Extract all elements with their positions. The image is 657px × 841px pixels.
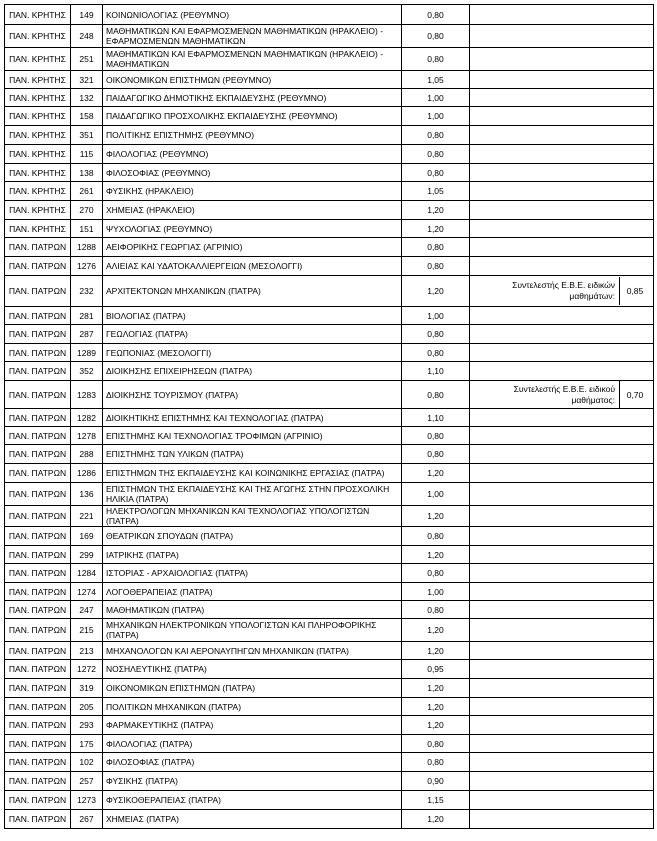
department-code-cell: 215 (71, 619, 103, 642)
department-code-cell: 1274 (71, 583, 103, 601)
coefficient-cell: 1,20 (402, 810, 470, 829)
special-coefficient-cell (470, 238, 654, 257)
university-cell: ΠΑΝ. ΠΑΤΡΩΝ (5, 527, 71, 546)
department-name-cell: ΜΗΧΑΝΟΛΟΓΩΝ ΚΑΙ ΑΕΡΟΝΑΥΠΗΓΩΝ ΜΗΧΑΝΙΚΩΝ (ΠΑΤΡΑ) (103, 642, 402, 660)
coefficient-cell: 1,00 (402, 483, 470, 506)
department-code-cell: 175 (71, 735, 103, 753)
university-cell: ΠΑΝ. ΠΑΤΡΩΝ (5, 506, 71, 527)
department-name-cell: ΜΑΘΗΜΑΤΙΚΩΝ ΚΑΙ ΕΦΑΡΜΟΣΜΕΝΩΝ ΜΑΘΗΜΑΤΙΚΩΝ (ΗΡΑΚΛΕΙΟ) - ΜΑΘΗΜΑΤΙΚΩΝ (103, 48, 402, 71)
department-code-cell: 1278 (71, 427, 103, 445)
special-coefficient-label: Συντελεστής Ε.Β.Ε. ειδικού μαθήματος: (473, 381, 620, 409)
department-code-cell: 281 (71, 307, 103, 325)
table-row (5, 71, 654, 89)
department-name-cell: ΛΟΓΟΘΕΡΑΠΕΙΑΣ (ΠΑΤΡΑ) (103, 583, 402, 601)
table-row (5, 201, 654, 220)
special-coefficient-cell (470, 409, 654, 427)
department-name-cell: ΓΕΩΛΟΓΙΑΣ (ΠΑΤΡΑ) (103, 325, 402, 344)
coefficient-cell: 0,80 (402, 344, 470, 362)
special-coefficient-cell (470, 716, 654, 735)
department-name-cell: ΕΠΙΣΤΗΜΩΝ ΤΗΣ ΕΚΠΑΙΔΕΥΣΗΣ ΚΑΙ ΚΟΙΝΩΝΙΚΗΣ ΕΡΓΑΣΙΑΣ (ΠΑΤΡΑ) (103, 464, 402, 483)
coefficient-cell: 1,20 (402, 464, 470, 483)
table-row (5, 276, 654, 307)
coefficient-cell: 1,20 (402, 201, 470, 220)
university-cell: ΠΑΝ. ΚΡΗΤΗΣ (5, 25, 71, 48)
coefficients-table (4, 4, 654, 829)
special-coefficient-cell (470, 48, 654, 71)
university-cell: ΠΑΝ. ΠΑΤΡΩΝ (5, 325, 71, 344)
special-coefficient-cell (470, 464, 654, 483)
university-cell: ΠΑΝ. ΠΑΤΡΩΝ (5, 564, 71, 583)
coefficient-cell: 0,95 (402, 660, 470, 679)
table-row (5, 564, 654, 583)
special-coefficient-cell (470, 71, 654, 89)
university-cell: ΠΑΝ. ΠΑΤΡΩΝ (5, 381, 71, 409)
department-name-cell: ΦΥΣΙΚΟΘΕΡΑΠΕΙΑΣ (ΠΑΤΡΑ) (103, 791, 402, 810)
university-cell: ΠΑΝ. ΠΑΤΡΩΝ (5, 583, 71, 601)
table-row (5, 753, 654, 772)
table-row (5, 25, 654, 48)
department-name-cell: ΠΑΙΔΑΓΩΓΙΚΟ ΔΗΜΟΤΙΚΗΣ ΕΚΠΑΙΔΕΥΣΗΣ (ΡΕΘΥΜΝΟ) (103, 89, 402, 107)
special-coefficient-cell (470, 810, 654, 829)
table-row (5, 679, 654, 698)
coefficient-cell: 0,80 (402, 753, 470, 772)
university-cell: ΠΑΝ. ΠΑΤΡΩΝ (5, 546, 71, 564)
special-coefficient-cell (470, 325, 654, 344)
table-row (5, 145, 654, 164)
department-code-cell: 158 (71, 107, 103, 126)
special-coefficient-cell (470, 5, 654, 25)
special-coefficient-cell (470, 107, 654, 126)
table-row (5, 344, 654, 362)
department-code-cell: 1288 (71, 238, 103, 257)
table-row (5, 506, 654, 527)
university-cell: ΠΑΝ. ΠΑΤΡΩΝ (5, 238, 71, 257)
table-row (5, 409, 654, 427)
department-name-cell: ΔΙΟΙΚΗΣΗΣ ΕΠΙΧΕΙΡΗΣΕΩΝ (ΠΑΤΡΑ) (103, 362, 402, 381)
department-name-cell: ΦΙΛΟΛΟΓΙΑΣ (ΡΕΘΥΜΝΟ) (103, 145, 402, 164)
coefficient-cell: 1,20 (402, 546, 470, 564)
coefficient-cell: 1,00 (402, 307, 470, 325)
department-name-cell: ΔΙΟΙΚΗΣΗΣ ΤΟΥΡΙΣΜΟΥ (ΠΑΤΡΑ) (103, 381, 402, 409)
department-name-cell: ΔΙΟΙΚΗΤΙΚΗΣ ΕΠΙΣΤΗΜΗΣ ΚΑΙ ΤΕΧΝΟΛΟΓΙΑΣ (ΠΑΤΡΑ) (103, 409, 402, 427)
special-coefficient-cell (470, 791, 654, 810)
special-coefficient-cell (470, 164, 654, 182)
special-coefficient-cell (470, 660, 654, 679)
university-cell: ΠΑΝ. ΚΡΗΤΗΣ (5, 48, 71, 71)
coefficient-cell: 1,15 (402, 791, 470, 810)
coefficient-cell: 0,80 (402, 325, 470, 344)
coefficient-cell: 1,10 (402, 362, 470, 381)
coefficient-cell: 0,80 (402, 257, 470, 276)
coefficient-cell: 1,00 (402, 107, 470, 126)
table-row (5, 238, 654, 257)
department-code-cell: 352 (71, 362, 103, 381)
department-code-cell: 1282 (71, 409, 103, 427)
department-name-cell: ΟΙΚΟΝΟΜΙΚΩΝ ΕΠΙΣΤΗΜΩΝ (ΠΑΤΡΑ) (103, 679, 402, 698)
coefficient-cell: 0,80 (402, 48, 470, 71)
department-name-cell: ΚΟΙΝΩΝΙΟΛΟΓΙΑΣ (ΡΕΘΥΜΝΟ) (103, 5, 402, 25)
university-cell: ΠΑΝ. ΚΡΗΤΗΣ (5, 5, 71, 25)
table-row (5, 182, 654, 201)
department-code-cell: 248 (71, 25, 103, 48)
coefficient-cell: 0,80 (402, 145, 470, 164)
department-name-cell: ΦΙΛΟΣΟΦΙΑΣ (ΠΑΤΡΑ) (103, 753, 402, 772)
department-code-cell: 299 (71, 546, 103, 564)
university-cell: ΠΑΝ. ΠΑΤΡΩΝ (5, 427, 71, 445)
table-row (5, 791, 654, 810)
special-coefficient-cell (470, 506, 654, 527)
coefficient-cell: 1,20 (402, 642, 470, 660)
table-row (5, 483, 654, 506)
special-coefficient-value: 0,85 (626, 286, 644, 296)
department-name-cell: ΜΗΧΑΝΙΚΩΝ ΗΛΕΚΤΡΟΝΙΚΩΝ ΥΠΟΛΟΓΙΣΤΩΝ ΚΑΙ ΠΛΗΡΟΦΟΡΙΚΗΣ (ΠΑΤΡΑ) (103, 619, 402, 642)
department-name-cell: ΧΗΜΕΙΑΣ (ΗΡΑΚΛΕΙΟ) (103, 201, 402, 220)
coefficient-cell: 0,80 (402, 238, 470, 257)
department-code-cell: 151 (71, 220, 103, 238)
university-cell: ΠΑΝ. ΠΑΤΡΩΝ (5, 772, 71, 791)
coefficient-cell: 1,20 (402, 220, 470, 238)
department-code-cell: 1286 (71, 464, 103, 483)
department-name-cell: ΦΑΡΜΑΚΕΥΤΙΚΗΣ (ΠΑΤΡΑ) (103, 716, 402, 735)
university-cell: ΠΑΝ. ΠΑΤΡΩΝ (5, 619, 71, 642)
special-coefficient-cell (470, 89, 654, 107)
coefficient-cell: 0,80 (402, 126, 470, 145)
department-code-cell: 1283 (71, 381, 103, 409)
special-coefficient-cell (470, 445, 654, 464)
coefficient-cell: 1,20 (402, 276, 470, 307)
department-code-cell: 1273 (71, 791, 103, 810)
department-code-cell: 1272 (71, 660, 103, 679)
coefficient-cell: 1,05 (402, 182, 470, 201)
coefficient-cell: 0,80 (402, 25, 470, 48)
department-code-cell: 213 (71, 642, 103, 660)
special-coefficient-cell (470, 753, 654, 772)
special-coefficient-cell (470, 735, 654, 753)
university-cell: ΠΑΝ. ΠΑΤΡΩΝ (5, 642, 71, 660)
university-cell: ΠΑΝ. ΚΡΗΤΗΣ (5, 71, 71, 89)
department-name-cell: ΠΟΛΙΤΙΚΩΝ ΜΗΧΑΝΙΚΩΝ (ΠΑΤΡΑ) (103, 698, 402, 716)
department-name-cell: ΒΙΟΛΟΓΙΑΣ (ΠΑΤΡΑ) (103, 307, 402, 325)
department-code-cell: 136 (71, 483, 103, 506)
university-cell: ΠΑΝ. ΚΡΗΤΗΣ (5, 89, 71, 107)
special-coefficient-cell (470, 583, 654, 601)
table-row (5, 381, 654, 409)
table-row (5, 619, 654, 642)
university-cell: ΠΑΝ. ΠΑΤΡΩΝ (5, 483, 71, 506)
special-coefficient-value: 0,70 (626, 389, 644, 400)
department-code-cell: 319 (71, 679, 103, 698)
coefficient-cell: 1,10 (402, 409, 470, 427)
coefficient-cell: 0,80 (402, 601, 470, 619)
special-coefficient-cell (470, 126, 654, 145)
table-row (5, 126, 654, 145)
coefficient-cell: 0,80 (402, 164, 470, 182)
department-name-cell: ΘΕΑΤΡΙΚΩΝ ΣΠΟΥΔΩΝ (ΠΑΤΡΑ) (103, 527, 402, 546)
department-name-cell: ΕΠΙΣΤΗΜΩΝ ΤΗΣ ΕΚΠΑΙΔΕΥΣΗΣ ΚΑΙ ΤΗΣ ΑΓΩΓΗΣ ΣΤΗΝ ΠΡΟΣΧΟΛΙΚΗ ΗΛΙΚΙΑ (ΠΑΤΡΑ) (103, 483, 402, 506)
table-row (5, 583, 654, 601)
department-code-cell: 132 (71, 89, 103, 107)
department-name-cell: ΓΕΩΠΟΝΙΑΣ (ΜΕΣΟΛΟΓΓΙ) (103, 344, 402, 362)
coefficient-cell: 1,00 (402, 583, 470, 601)
department-name-cell: ΕΠΙΣΤΗΜΗΣ ΚΑΙ ΤΕΧΝΟΛΟΓΙΑΣ ΤΡΟΦΙΜΩΝ (ΑΓΡΙΝΙΟ) (103, 427, 402, 445)
department-name-cell: ΟΙΚΟΝΟΜΙΚΩΝ ΕΠΙΣΤΗΜΩΝ (ΡΕΘΥΜΝΟ) (103, 71, 402, 89)
table-row (5, 527, 654, 546)
department-code-cell: 102 (71, 753, 103, 772)
university-cell: ΠΑΝ. ΠΑΤΡΩΝ (5, 409, 71, 427)
department-code-cell: 205 (71, 698, 103, 716)
department-name-cell: ΑΕΙΦΟΡΙΚΗΣ ΓΕΩΡΓΙΑΣ (ΑΓΡΙΝΙΟ) (103, 238, 402, 257)
table-row (5, 642, 654, 660)
department-name-cell: ΕΠΙΣΤΗΜΗΣ ΤΩΝ ΥΛΙΚΩΝ (ΠΑΤΡΑ) (103, 445, 402, 464)
department-code-cell: 1289 (71, 344, 103, 362)
special-coefficient-cell (470, 257, 654, 276)
coefficient-cell: 0,80 (402, 427, 470, 445)
coefficient-cell: 0,80 (402, 564, 470, 583)
department-name-cell: ΦΥΣΙΚΗΣ (ΗΡΑΚΛΕΙΟ) (103, 182, 402, 201)
department-code-cell: 1276 (71, 257, 103, 276)
table-row (5, 735, 654, 753)
department-code-cell: 321 (71, 71, 103, 89)
special-coefficient-cell (470, 564, 654, 583)
table-row (5, 5, 654, 25)
table-row (5, 164, 654, 182)
department-code-cell: 115 (71, 145, 103, 164)
university-cell: ΠΑΝ. ΠΑΤΡΩΝ (5, 362, 71, 381)
table-row (5, 107, 654, 126)
coefficient-cell: 0,80 (402, 527, 470, 546)
special-coefficient-cell (470, 344, 654, 362)
department-code-cell: 270 (71, 201, 103, 220)
university-cell: ΠΑΝ. ΠΑΤΡΩΝ (5, 698, 71, 716)
university-cell: ΠΑΝ. ΠΑΤΡΩΝ (5, 791, 71, 810)
coefficient-cell: 0,80 (402, 445, 470, 464)
department-code-cell: 351 (71, 126, 103, 145)
special-coefficient-cell (470, 201, 654, 220)
coefficient-cell: 1,20 (402, 506, 470, 527)
department-code-cell: 138 (71, 164, 103, 182)
table-row (5, 464, 654, 483)
special-coefficient-cell (470, 772, 654, 791)
table-row (5, 660, 654, 679)
university-cell: ΠΑΝ. ΠΑΤΡΩΝ (5, 344, 71, 362)
department-name-cell: ΝΟΣΗΛΕΥΤΙΚΗΣ (ΠΑΤΡΑ) (103, 660, 402, 679)
table-row (5, 48, 654, 71)
department-name-cell: ΙΣΤΟΡΙΑΣ - ΑΡΧΑΙΟΛΟΓΙΑΣ (ΠΑΤΡΑ) (103, 564, 402, 583)
table-row (5, 772, 654, 791)
university-cell: ΠΑΝ. ΚΡΗΤΗΣ (5, 107, 71, 126)
university-cell: ΠΑΝ. ΠΑΤΡΩΝ (5, 464, 71, 483)
table-row (5, 427, 654, 445)
table-row (5, 325, 654, 344)
special-coefficient-cell (470, 25, 654, 48)
university-cell: ΠΑΝ. ΚΡΗΤΗΣ (5, 126, 71, 145)
special-coefficient-cell (470, 483, 654, 506)
department-code-cell: 287 (71, 325, 103, 344)
table-row (5, 716, 654, 735)
department-code-cell: 288 (71, 445, 103, 464)
department-code-cell: 267 (71, 810, 103, 829)
department-name-cell: ΙΑΤΡΙΚΗΣ (ΠΑΤΡΑ) (103, 546, 402, 564)
table-row (5, 362, 654, 381)
coefficient-cell: 1,20 (402, 679, 470, 698)
department-code-cell: 149 (71, 5, 103, 25)
special-coefficient-cell (470, 145, 654, 164)
department-name-cell: ΜΑΘΗΜΑΤΙΚΩΝ (ΠΑΤΡΑ) (103, 601, 402, 619)
department-name-cell: ΜΑΘΗΜΑΤΙΚΩΝ ΚΑΙ ΕΦΑΡΜΟΣΜΕΝΩΝ ΜΑΘΗΜΑΤΙΚΩΝ (ΗΡΑΚΛΕΙΟ) - ΕΦΑΡΜΟΣΜΕΝΩΝ ΜΑΘΗΜΑΤΙΚΩΝ (103, 25, 402, 48)
coefficient-cell: 0,80 (402, 5, 470, 25)
special-coefficient-cell (470, 601, 654, 619)
special-coefficient-cell (470, 362, 654, 381)
table-row (5, 89, 654, 107)
department-name-cell: ΑΛΙΕΙΑΣ ΚΑΙ ΥΔΑΤΟΚΑΛΛΙΕΡΓΕΙΩΝ (ΜΕΣΟΛΟΓΓΙ) (103, 257, 402, 276)
special-coefficient-cell (470, 307, 654, 325)
coefficient-cell: 1,20 (402, 619, 470, 642)
special-coefficient-cell (470, 698, 654, 716)
department-code-cell: 261 (71, 182, 103, 201)
department-code-cell: 169 (71, 527, 103, 546)
coefficient-cell: 1,00 (402, 89, 470, 107)
department-name-cell: ΨΥΧΟΛΟΓΙΑΣ (ΡΕΘΥΜΝΟ) (103, 220, 402, 238)
coefficient-cell: 1,05 (402, 71, 470, 89)
special-coefficient-cell (470, 642, 654, 660)
department-code-cell: 1284 (71, 564, 103, 583)
university-cell: ΠΑΝ. ΠΑΤΡΩΝ (5, 753, 71, 772)
university-cell: ΠΑΝ. ΚΡΗΤΗΣ (5, 164, 71, 182)
department-code-cell: 251 (71, 48, 103, 71)
department-name-cell: ΦΙΛΟΣΟΦΙΑΣ (ΡΕΘΥΜΝΟ) (103, 164, 402, 182)
special-coefficient-label: Συντελεστής Ε.Β.Ε. ειδικών μαθημάτων: (473, 277, 620, 305)
table-row (5, 698, 654, 716)
department-name-cell: ΑΡΧΙΤΕΚΤΟΝΩΝ ΜΗΧΑΝΙΚΩΝ (ΠΑΤΡΑ) (103, 276, 402, 307)
department-name-cell: ΦΥΣΙΚΗΣ (ΠΑΤΡΑ) (103, 772, 402, 791)
university-cell: ΠΑΝ. ΠΑΤΡΩΝ (5, 735, 71, 753)
department-name-cell: ΠΑΙΔΑΓΩΓΙΚΟ ΠΡΟΣΧΟΛΙΚΗΣ ΕΚΠΑΙΔΕΥΣΗΣ (ΡΕΘΥΜΝΟ) (103, 107, 402, 126)
special-coefficient-cell (470, 427, 654, 445)
table-row (5, 220, 654, 238)
coefficient-cell: 0,80 (402, 735, 470, 753)
university-cell: ΠΑΝ. ΠΑΤΡΩΝ (5, 307, 71, 325)
table-row (5, 810, 654, 829)
table-row (5, 601, 654, 619)
university-cell: ΠΑΝ. ΠΑΤΡΩΝ (5, 810, 71, 829)
university-cell: ΠΑΝ. ΚΡΗΤΗΣ (5, 145, 71, 164)
special-coefficient-cell (470, 381, 654, 409)
special-coefficient-cell (470, 619, 654, 642)
university-cell: ΠΑΝ. ΠΑΤΡΩΝ (5, 716, 71, 735)
department-name-cell: ΦΙΛΟΛΟΓΙΑΣ (ΠΑΤΡΑ) (103, 735, 402, 753)
special-coefficient-cell (470, 679, 654, 698)
table-row (5, 546, 654, 564)
special-coefficient-cell (470, 220, 654, 238)
coefficient-cell: 1,20 (402, 716, 470, 735)
department-code-cell: 247 (71, 601, 103, 619)
university-cell: ΠΑΝ. ΚΡΗΤΗΣ (5, 182, 71, 201)
university-cell: ΠΑΝ. ΠΑΤΡΩΝ (5, 679, 71, 698)
department-code-cell: 293 (71, 716, 103, 735)
coefficient-cell: 0,80 (402, 381, 470, 409)
department-code-cell: 232 (71, 276, 103, 307)
university-cell: ΠΑΝ. ΠΑΤΡΩΝ (5, 276, 71, 307)
coefficient-cell: 0,90 (402, 772, 470, 791)
department-name-cell: ΧΗΜΕΙΑΣ (ΠΑΤΡΑ) (103, 810, 402, 829)
university-cell: ΠΑΝ. ΠΑΤΡΩΝ (5, 257, 71, 276)
table-row (5, 257, 654, 276)
special-coefficient-cell (470, 276, 654, 307)
table-row (5, 445, 654, 464)
department-name-cell: ΠΟΛΙΤΙΚΗΣ ΕΠΙΣΤΗΜΗΣ (ΡΕΘΥΜΝΟ) (103, 126, 402, 145)
special-coefficient-cell (470, 182, 654, 201)
coefficient-cell: 1,20 (402, 698, 470, 716)
department-code-cell: 221 (71, 506, 103, 527)
university-cell: ΠΑΝ. ΚΡΗΤΗΣ (5, 201, 71, 220)
university-cell: ΠΑΝ. ΠΑΤΡΩΝ (5, 601, 71, 619)
special-coefficient-cell (470, 546, 654, 564)
university-cell: ΠΑΝ. ΠΑΤΡΩΝ (5, 445, 71, 464)
university-cell: ΠΑΝ. ΚΡΗΤΗΣ (5, 220, 71, 238)
university-cell: ΠΑΝ. ΠΑΤΡΩΝ (5, 660, 71, 679)
special-coefficient-cell (470, 527, 654, 546)
table-row (5, 307, 654, 325)
department-code-cell: 257 (71, 772, 103, 791)
department-name-cell: ΗΛΕΚΤΡΟΛΟΓΩΝ ΜΗΧΑΝΙΚΩΝ ΚΑΙ ΤΕΧΝΟΛΟΓΙΑΣ ΥΠΟΛΟΓΙΣΤΩΝ (ΠΑΤΡΑ) (103, 506, 402, 527)
